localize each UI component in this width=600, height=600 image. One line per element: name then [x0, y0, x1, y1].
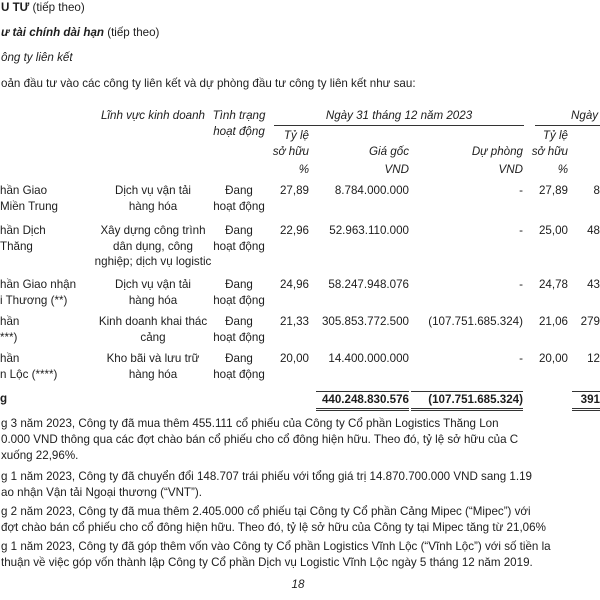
business-field — [90, 223, 216, 270]
header-period-next: Ngày — [535, 108, 600, 126]
operating-status — [206, 223, 272, 254]
header-operating-status-line: Tình trạng — [212, 109, 266, 122]
operating-status-line: hoạt động — [213, 239, 265, 253]
footnote-line: g 1 năm 2023, Công ty đã góp thêm vốn vào Công ty Cổ phần Logistics Vĩnh Lộc (“Vĩnh Lộc”) với số tiền la — [1, 540, 551, 553]
header-cost-label: Giá gốc — [369, 144, 409, 158]
cost-value: 8.784.000.000 — [334, 184, 409, 197]
header-period-current: Ngày 31 tháng 12 năm 2023 — [274, 108, 524, 126]
next-column-value: 8 — [593, 184, 600, 197]
header-ownership-line: Tỷ lệ — [283, 129, 309, 142]
footnote-line: xuống 22,96%. — [1, 449, 79, 462]
provision-value: - — [519, 278, 523, 291]
company-name-line: Thăng — [0, 239, 33, 253]
header-provision — [411, 144, 523, 160]
business-field — [90, 277, 216, 308]
subsection-title-text: ư tài chính dài hạn — [1, 26, 104, 39]
subsection-title-suffix: (tiếp theo) — [107, 26, 160, 39]
provision-value: - — [519, 224, 523, 237]
section-title-text: U TƯ — [1, 1, 30, 14]
operating-status-line: Đang — [225, 352, 253, 365]
ownership-pct: 20,00 — [279, 352, 309, 365]
header-ownership-next-line: sở hữu — [531, 144, 568, 158]
business-field-line: Kinh doanh khai thác — [98, 315, 208, 328]
footnote — [1, 539, 600, 571]
ownership-pct-next: 25,00 — [538, 224, 568, 237]
operating-status-line: hoạt động — [213, 367, 265, 381]
subsection-title — [1, 25, 599, 41]
cost-value: 14.400.000.000 — [328, 352, 409, 365]
company-name-line: hần — [0, 352, 20, 365]
unit-provision: VND — [498, 163, 523, 176]
total-provision: (107.751.685.324) — [411, 391, 523, 411]
footnote-line: g 3 năm 2023, Công ty đã mua thêm 455.111 cổ phiếu của Công ty Cổ phần Logistics Thăng Lon — [1, 417, 499, 430]
business-field-line: hàng hóa — [128, 367, 178, 381]
total-next-column: 391 — [572, 391, 600, 411]
ownership-pct: 21,33 — [279, 315, 309, 328]
business-field-line: Kho bãi và lưu trữ — [106, 352, 200, 365]
operating-status — [206, 314, 272, 345]
ownership-pct: 24,96 — [279, 278, 309, 291]
company-name — [0, 314, 84, 345]
business-field-line: Dịch vụ vận tải — [114, 184, 192, 197]
header-ownership-next-line: Tỷ lệ — [542, 129, 568, 142]
section-title — [1, 0, 599, 16]
business-field-line: Xây dựng công trình — [100, 224, 206, 237]
operating-status-line: Đang — [225, 315, 253, 328]
unit-ownership: % — [298, 163, 309, 176]
operating-status-line: Đang — [225, 184, 253, 197]
footnote-line: 0.000 VND thông qua các đợt chào bán cổ phiếu cho cổ đông hiện hữu. Theo đó, tỷ lệ sở hữu của C — [1, 433, 519, 446]
operating-status-line: hoạt động — [213, 330, 265, 344]
header-cost — [316, 144, 409, 160]
header-ownership-line: sở hữu — [272, 144, 309, 158]
total-cost: 440.248.830.576 — [316, 391, 409, 411]
footnote — [1, 416, 600, 464]
ownership-pct-next: 20,00 — [538, 352, 568, 365]
company-name-line: i Thương (**) — [0, 293, 68, 307]
footnote — [1, 469, 600, 501]
cost-value: 58.247.948.076 — [328, 278, 409, 291]
business-field-line: dân dụng, công — [113, 239, 193, 253]
header-business-field-label: Lĩnh vực kinh doanh — [100, 109, 206, 122]
total-label: g — [0, 392, 8, 405]
provision-value: (107.751.685.324) — [428, 315, 523, 328]
company-name — [0, 351, 84, 382]
unit-ownership-next: % — [557, 163, 568, 176]
footnote-line: đợt chào bán cổ phiếu cho cổ đông hiện hữu. Theo đó, tỷ lệ sở hữu của Công ty tại Mipec tăng từ 21,06% — [1, 521, 546, 534]
next-column-value: 48 — [587, 224, 600, 237]
intro-paragraph: oản đầu tư vào các công ty liên kết và dự phòng đầu tư công ty liên kết như sau: — [1, 77, 416, 90]
operating-status — [206, 277, 272, 308]
company-name — [0, 183, 84, 214]
operating-status-line: Đang — [225, 224, 253, 237]
company-name-line: hần Dịch — [0, 224, 46, 237]
business-field-line: cảng — [140, 330, 166, 344]
business-field-line: hàng hóa — [128, 199, 178, 213]
unit-cost: VND — [384, 163, 409, 176]
business-field-line: hàng hóa — [128, 293, 178, 307]
ownership-pct-next: 21,06 — [538, 315, 568, 328]
ownership-pct: 22,96 — [279, 224, 309, 237]
section-title-suffix: (tiếp theo) — [32, 1, 85, 14]
provision-value: - — [519, 184, 523, 197]
footnote-line: ao nhận Vận tải Ngoại thương (“VNT”). — [1, 486, 202, 499]
header-ownership — [270, 128, 309, 159]
cost-value: 52.963.110.000 — [329, 224, 409, 237]
cost-value: 305.853.772.500 — [321, 315, 409, 328]
business-field — [90, 183, 216, 214]
header-business-field — [90, 108, 216, 124]
business-field — [90, 314, 216, 345]
next-column-value: 43 — [587, 278, 600, 291]
company-name-line: n Lộc (****) — [0, 367, 58, 381]
subheading: ông ty liên kết — [1, 51, 73, 64]
header-provision-label: Dự phòng — [471, 144, 523, 158]
company-name-line: ***) — [0, 330, 18, 344]
operating-status-line: Đang — [225, 278, 253, 291]
ownership-pct-next: 24,78 — [538, 278, 568, 291]
table-row — [0, 223, 600, 271]
company-name-line: hần Giao nhận — [0, 278, 77, 291]
operating-status-line: hoạt động — [213, 293, 265, 307]
footnote-line: g 2 năm 2023, Công ty đã mua thêm 2.405.000 cổ phiếu tại Công ty Cổ phần Cảng Mipec (“Mipec”) với — [1, 505, 531, 518]
footnote-line: thuận về việc góp vốn thành lập Công ty Cổ phần Dịch vụ Logistic Vĩnh Lộc ngày 5 tháng 12 năm 2019. — [1, 556, 533, 569]
footnote — [1, 504, 600, 536]
header-ownership-next — [528, 128, 568, 159]
next-column-value: 279 — [580, 315, 600, 328]
company-name — [0, 277, 84, 308]
footnote-line: g 1 năm 2023, Công ty đã chuyển đổi 148.707 trái phiếu với tổng giá trị 14.870.700.000 VND sang 1.19 — [1, 470, 532, 483]
company-name-line: hần — [0, 315, 20, 328]
operating-status-line: hoạt động — [213, 199, 265, 213]
company-name — [0, 223, 84, 254]
operating-status — [206, 351, 272, 382]
company-name-line: Miền Trung — [0, 199, 58, 213]
next-column-value: 12 — [587, 352, 600, 365]
header-operating-status-line: hoạt động — [213, 124, 265, 138]
business-field-line: Dịch vụ vận tải — [114, 278, 192, 291]
ownership-pct: 27,89 — [279, 184, 309, 197]
business-field-line: nghiệp; dịch vụ logistic — [94, 255, 212, 268]
provision-value: - — [519, 352, 523, 365]
business-field — [90, 351, 216, 382]
ownership-pct-next: 27,89 — [538, 184, 568, 197]
page-number: 18 — [291, 578, 305, 591]
operating-status — [206, 183, 272, 214]
company-name-line: hần Giao — [0, 184, 48, 197]
